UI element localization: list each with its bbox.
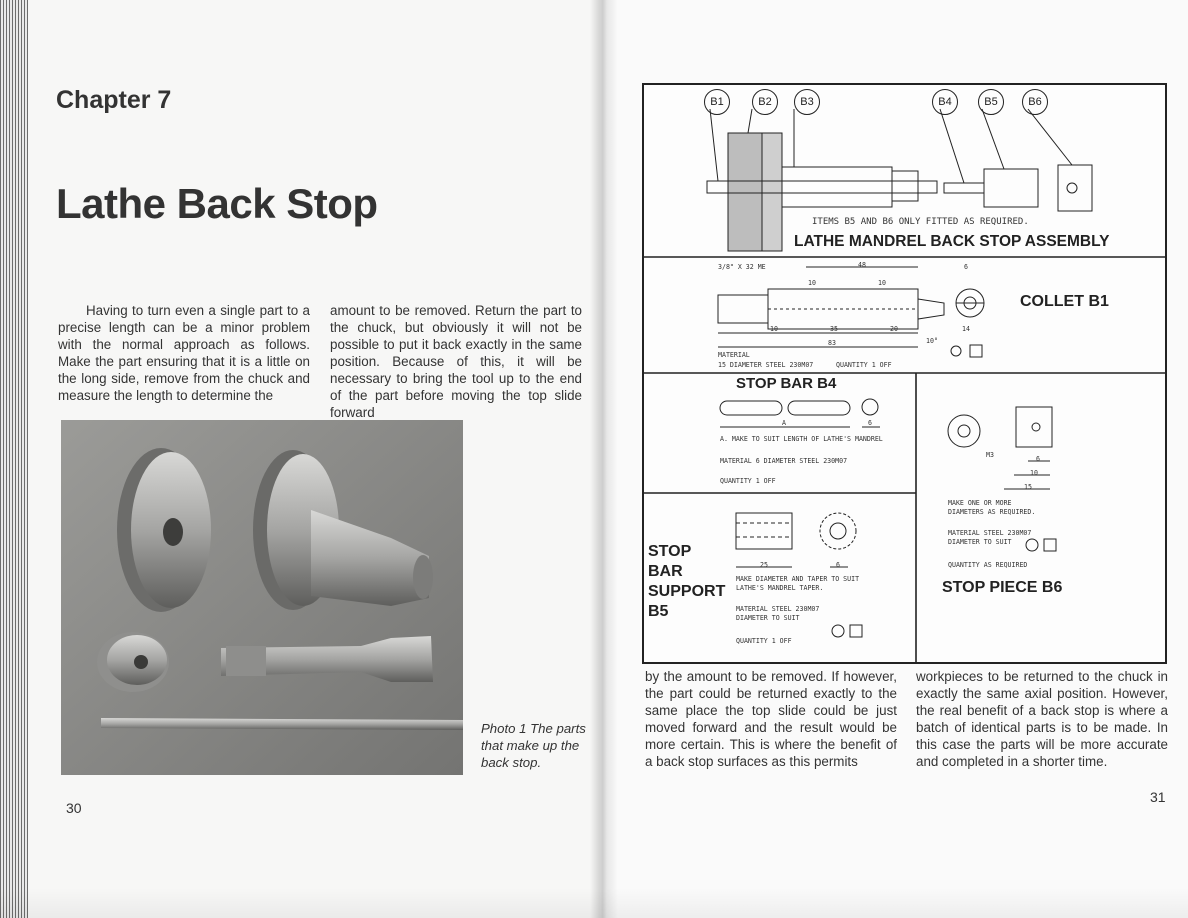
support-note-line-2: LATHE'S MANDREL TAPER.	[736, 584, 824, 592]
collet-dim-10b: 10	[808, 279, 816, 287]
collet-dim-35: 35	[830, 325, 838, 333]
body-text-column-1: Having to turn even a single part to a precise length can be a minor problem with the normal approach as follows. Make the part ensuring that it is a little on the long side, remove from the chuck and measure the length to determine the	[58, 303, 310, 403]
stop-piece-quantity: QUANTITY AS REQUIRED	[948, 561, 1028, 569]
item-bubble-b6: B6	[1022, 89, 1048, 115]
collet-dim-20: 20	[890, 325, 898, 333]
page-number-right: 31	[1150, 789, 1166, 805]
support-title-line-2: BAR	[648, 563, 683, 580]
collet-material: 15 DIAMETER STEEL 230M07	[718, 361, 814, 369]
body-text-column-4: workpieces to be returned to the chuck in exactly the same axial position. However, the real benefit of a back stop is where a batch of identical parts is to be made. In this case the parts will be more accurate and completed in a shorter time.	[916, 669, 1168, 769]
stop-bar-dim-6: 6	[868, 419, 872, 427]
support-note-line-1: MAKE DIAMETER AND TAPER TO SUIT	[736, 575, 860, 583]
collet-dim-14: 14	[962, 325, 970, 333]
stop-bar-title: STOP BAR B4	[736, 375, 837, 392]
assembly-title: LATHE MANDREL BACK STOP ASSEMBLY	[794, 233, 1110, 250]
assembly-note: ITEMS B5 AND B6 ONLY FITTED AS REQUIRED.	[812, 217, 1029, 227]
chapter-heading: Chapter 7	[56, 86, 172, 114]
collet-dim-10c: 10	[878, 279, 886, 287]
body-text-column-3: by the amount to be removed. If however, the part could be returned exactly to the same place the top slide could be just moved forward and the result would be more certain. This is where the benefit of a back stop surfaces as this permits	[645, 669, 897, 769]
item-bubble-b3: B3	[794, 89, 820, 115]
collet-dim-48: 48	[858, 261, 866, 269]
collet-dim-10: 10	[770, 325, 778, 333]
stop-piece-material-line-1: MATERIAL STEEL 230M07	[948, 529, 1032, 537]
item-bubble-b1: B1	[704, 89, 730, 115]
page-number-left: 30	[66, 800, 82, 816]
support-dim-6: 6	[836, 561, 840, 569]
photo-back-stop-parts	[61, 420, 463, 775]
stop-piece-title: STOP PIECE B6	[942, 579, 1063, 596]
item-bubble-b4: B4	[932, 89, 958, 115]
stop-piece-dim-m3: M3	[986, 451, 994, 459]
stop-piece-dim-15: 15	[1024, 483, 1032, 491]
stop-bar-quantity: QUANTITY 1 OFF	[720, 477, 776, 485]
photo-caption: Photo 1 The parts that make up the back stop.	[481, 721, 586, 770]
bottom-shadow	[0, 888, 1188, 918]
collet-material-label: MATERIAL	[718, 351, 750, 359]
collet-quantity: QUANTITY 1 OFF	[836, 361, 892, 369]
body-text-column-2: amount to be removed. Return the part to the chuck, but obviously it will not be possible to put it back exactly in the same position. Because of this, it will be necessary to bring the tool up to the end of the part before moving the top slide forward	[330, 303, 582, 420]
chapter-title: Lathe Back Stop	[56, 180, 378, 227]
stop-bar-material: MATERIAL 6 DIAMETER STEEL 230M07	[720, 457, 848, 465]
stop-piece-dim-10: 10	[1030, 469, 1038, 477]
page-edges	[0, 0, 28, 918]
support-material-line-2: DIAMETER TO SUIT	[736, 614, 800, 622]
support-title-line-3: SUPPORT	[648, 583, 726, 600]
stop-piece-note-line-2: DIAMETERS AS REQUIRED.	[948, 508, 1036, 516]
stop-bar-note: A. MAKE TO SUIT LENGTH OF LATHE'S MANDREL	[720, 435, 883, 443]
collet-title: COLLET B1	[1020, 293, 1109, 310]
support-quantity: QUANTITY 1 OFF	[736, 637, 792, 645]
support-title-line-1: STOP	[648, 543, 692, 560]
stop-piece-dim-6: 6	[1036, 455, 1040, 463]
stop-piece-material-line-2: DIAMETER TO SUIT	[948, 538, 1012, 546]
support-title-line-4: B5	[648, 603, 669, 620]
item-bubble-b2: B2	[752, 89, 778, 115]
stop-piece-note-line-1: MAKE ONE OR MORE	[948, 499, 1012, 507]
collet-dim-83: 83	[828, 339, 836, 347]
collet-thread: 3/8" X 32 ME	[718, 263, 766, 271]
book-gutter-shadow	[590, 0, 618, 918]
technical-drawing	[642, 83, 1167, 664]
item-bubble-b5: B5	[978, 89, 1004, 115]
support-dim-25: 25	[760, 561, 768, 569]
collet-dim-angle: 10°	[926, 337, 938, 345]
stop-bar-dim-a: A	[782, 419, 786, 427]
support-material-line-1: MATERIAL STEEL 230M07	[736, 605, 820, 613]
collet-dim-6: 6	[964, 263, 968, 271]
